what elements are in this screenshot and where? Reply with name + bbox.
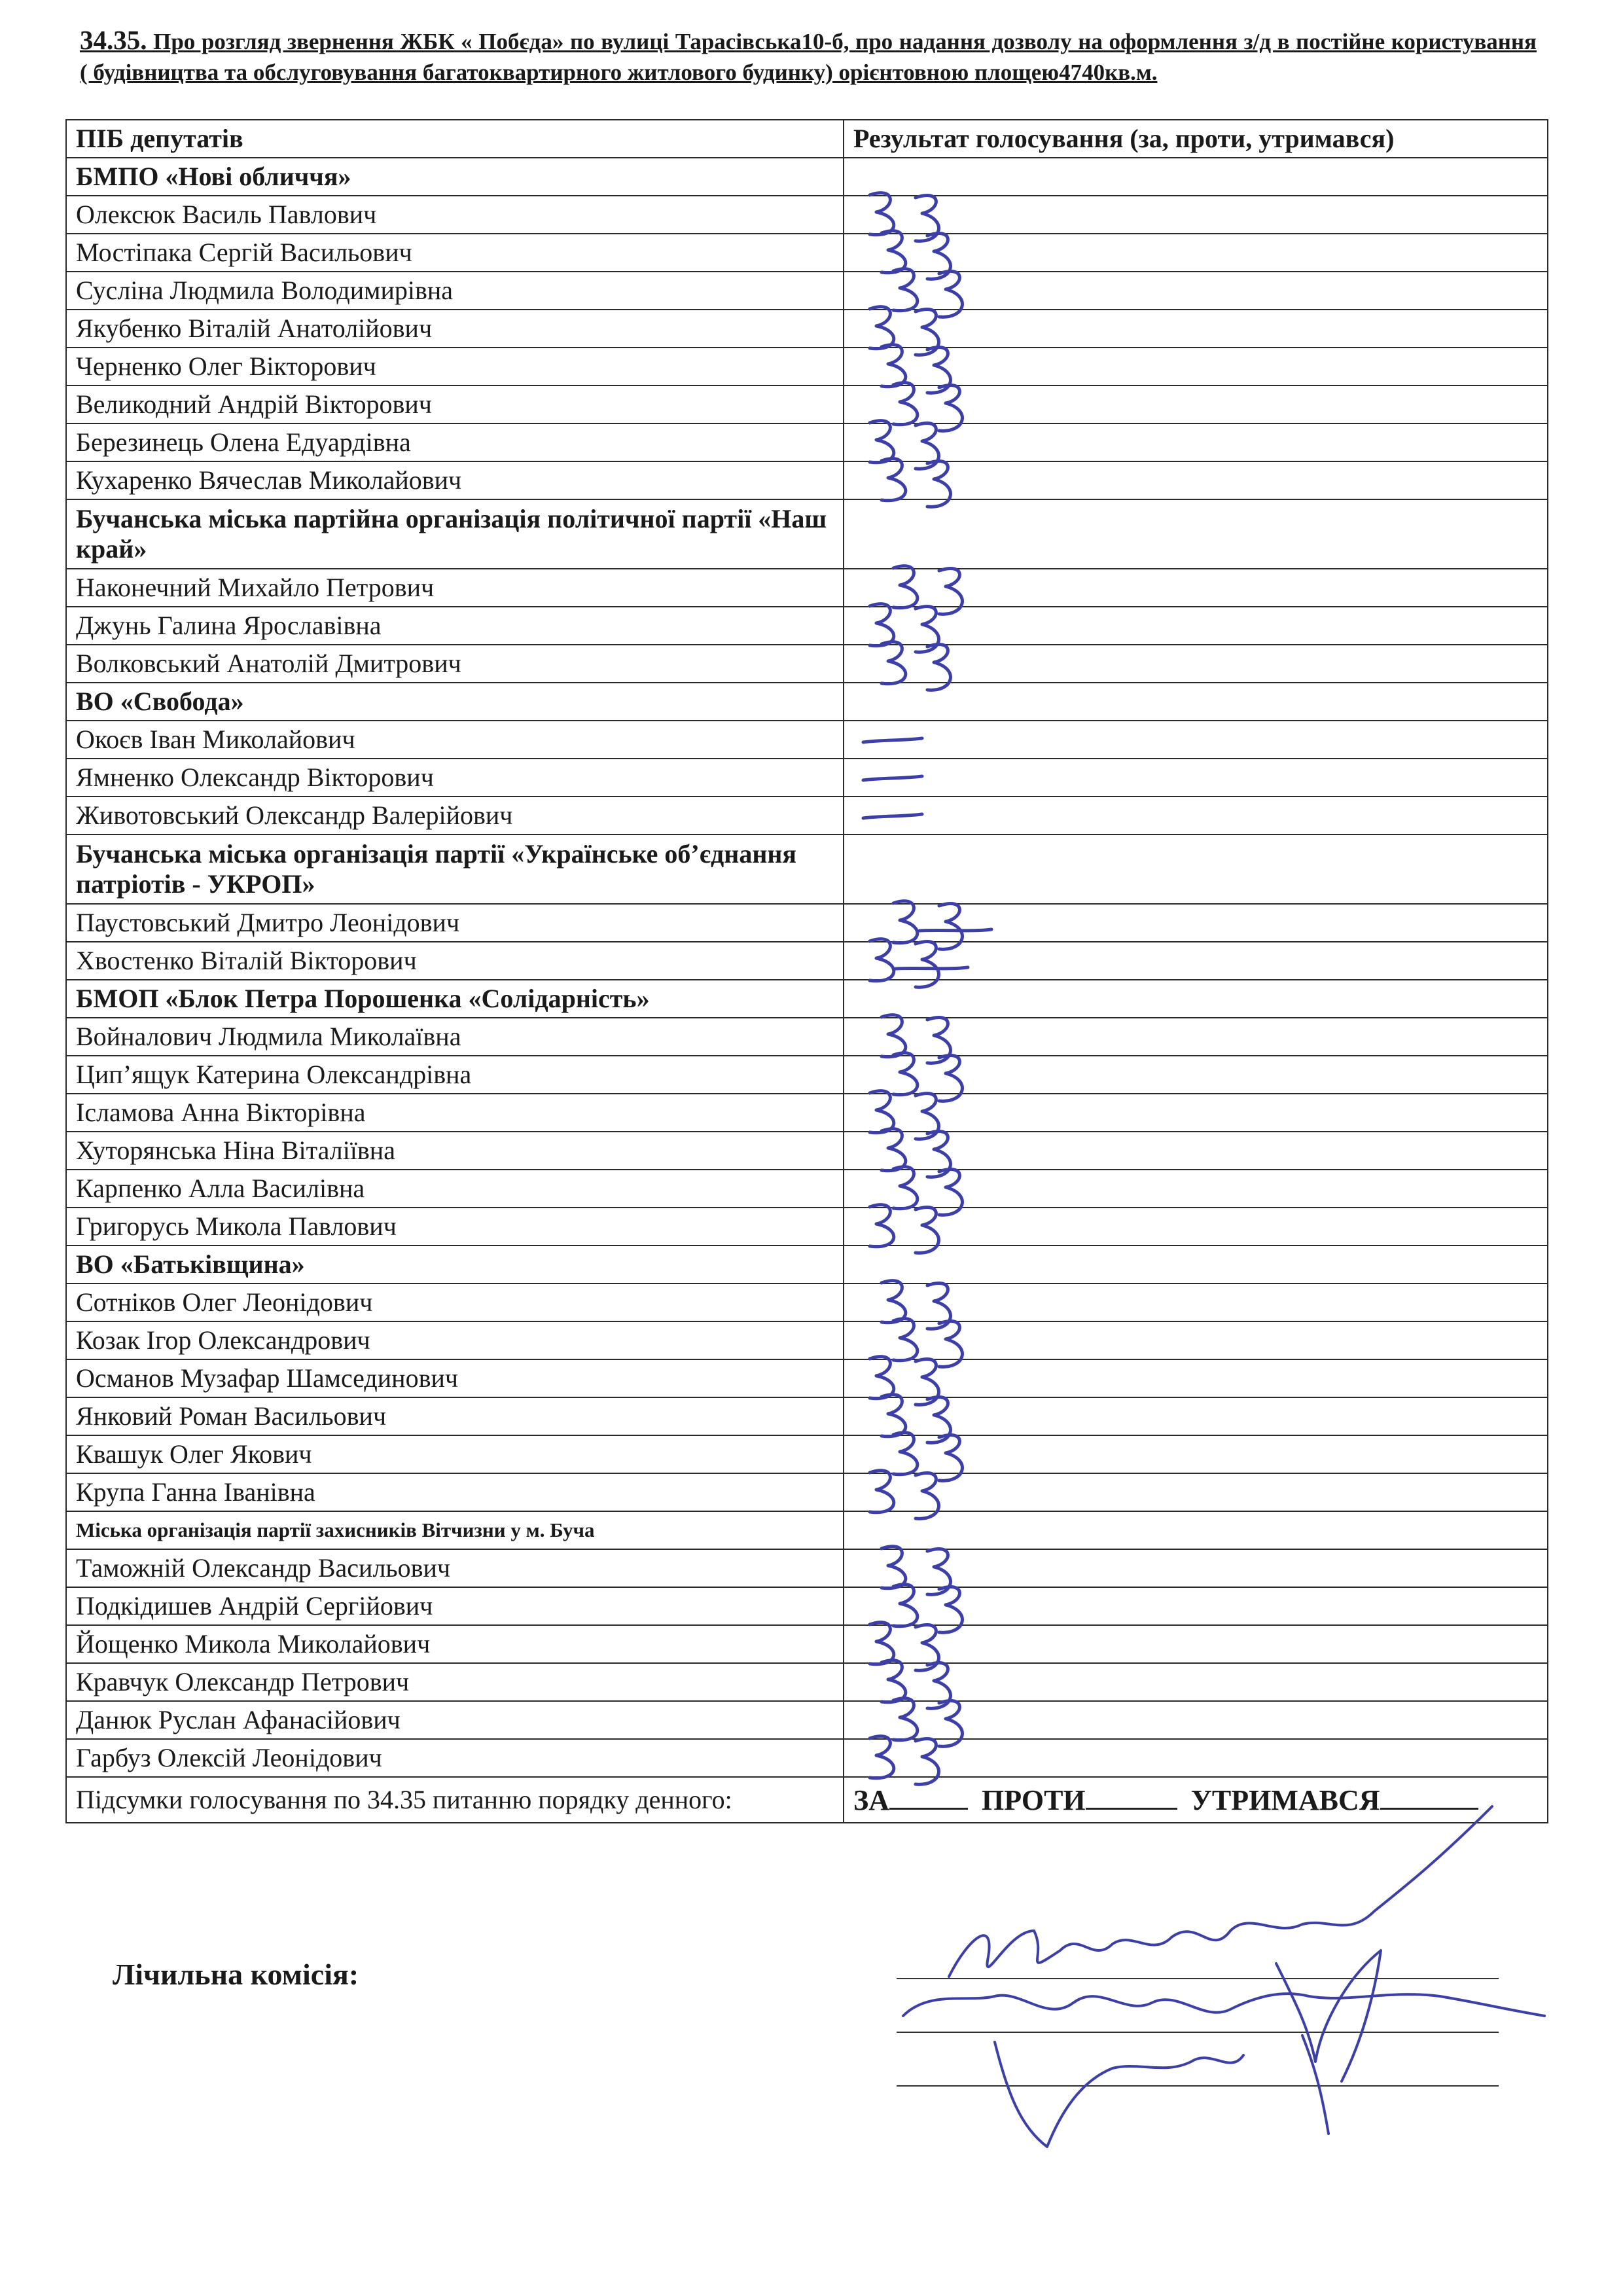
za-blank — [889, 1808, 968, 1810]
voting-table — [65, 119, 1548, 1823]
vote-cell — [844, 942, 1548, 980]
deputy-name: Козак Ігор Олександрович — [66, 1321, 844, 1359]
vote-cell — [844, 797, 1548, 834]
utrymavsia-label: УТРИМАВСЯ — [1190, 1784, 1380, 1816]
vote-cell — [844, 1435, 1548, 1473]
deputy-name: Волковський Анатолій Дмитрович — [66, 645, 844, 683]
vote-cell — [844, 196, 1548, 234]
group-title: Бучанська міська партійна організація політичної партії «Наш край» — [66, 499, 844, 569]
vote-cell — [844, 1359, 1548, 1397]
group-title: Бучанська міська організація партії «Українське об’єднання патріотів - УКРОП» — [66, 834, 844, 904]
deputy-name: Кухаренко Вячеслав Миколайович — [66, 461, 844, 499]
deputy-name: Животовський Олександр Валерійович — [66, 797, 844, 834]
proty-blank — [1086, 1808, 1177, 1810]
deputy-name: Джунь Галина Ярославівна — [66, 607, 844, 645]
counting-commission-label: Лічильна комісія: — [113, 1958, 359, 1991]
deputy-name: Олексюк Василь Павлович — [66, 196, 844, 234]
result-column-header: Результат голосування (за, проти, утримався) — [844, 120, 1548, 158]
group-title: БМПО «Нові обличчя» — [66, 158, 844, 196]
table-row — [66, 461, 1548, 499]
vote-cell — [844, 607, 1548, 645]
deputy-name: Григорусь Микола Павлович — [66, 1208, 844, 1246]
vote-cell — [844, 1587, 1548, 1625]
deputy-name: Хвостенко Віталій Вікторович — [66, 942, 844, 980]
group-title: БМОП «Блок Петра Порошенка «Солідарність» — [66, 980, 844, 1018]
summary-row — [66, 1777, 1548, 1823]
table-row — [66, 1359, 1548, 1397]
deputy-name: Подкідишев Андрій Сергійович — [66, 1587, 844, 1625]
deputy-name: Сотніков Олег Леонідович — [66, 1283, 844, 1321]
vote-cell — [844, 348, 1548, 386]
deputy-name: Таможній Олександр Васильович — [66, 1549, 844, 1587]
document-heading — [80, 25, 1537, 88]
table-row — [66, 423, 1548, 461]
vote-cell — [844, 1283, 1548, 1321]
group-row — [66, 1511, 1548, 1549]
table-row — [66, 386, 1548, 423]
deputy-name: Войналович Людмила Миколаївна — [66, 1018, 844, 1056]
table-row — [66, 272, 1548, 310]
vote-cell — [844, 1170, 1548, 1208]
deputy-name: Березинець Олена Едуардівна — [66, 423, 844, 461]
deputy-name: Мостіпака Сергій Васильович — [66, 234, 844, 272]
table-row — [66, 234, 1548, 272]
vote-cell — [844, 1132, 1548, 1170]
table-row — [66, 1663, 1548, 1701]
table-row — [66, 1018, 1548, 1056]
table-row — [66, 1549, 1548, 1587]
deputy-name: Ісламова Анна Вікторівна — [66, 1094, 844, 1132]
summary-tally — [844, 1777, 1548, 1823]
table-row — [66, 607, 1548, 645]
table-row — [66, 942, 1548, 980]
vote-cell — [844, 1094, 1548, 1132]
group-row — [66, 683, 1548, 721]
vote-cell — [844, 1056, 1548, 1094]
vote-cell — [844, 904, 1548, 942]
group-row — [66, 1246, 1548, 1283]
vote-cell — [844, 234, 1548, 272]
deputy-name: Наконечний Михайло Петрович — [66, 569, 844, 607]
group-title: Міська організація партії захисників Вітчизни у м. Буча — [66, 1511, 844, 1549]
table-row — [66, 1132, 1548, 1170]
vote-cell — [844, 1321, 1548, 1359]
names-column-header: ПІБ депутатів — [66, 120, 844, 158]
table-row — [66, 1625, 1548, 1663]
vote-cell — [844, 1549, 1548, 1587]
table-row — [66, 1094, 1548, 1132]
vote-cell — [844, 1663, 1548, 1701]
table-row — [66, 797, 1548, 834]
signatures — [903, 1806, 1544, 2147]
table-row — [66, 645, 1548, 683]
deputy-name: Кравчук Олександр Петрович — [66, 1663, 844, 1701]
vote-cell — [844, 272, 1548, 310]
item-number: 34.35. — [80, 25, 147, 55]
table-row — [66, 569, 1548, 607]
deputy-name: Янковий Роман Васильович — [66, 1397, 844, 1435]
deputy-name: Хуторянська Ніна Віталіївна — [66, 1132, 844, 1170]
group-row — [66, 834, 1548, 904]
table-row — [66, 1739, 1548, 1777]
proty-label: ПРОТИ — [982, 1784, 1086, 1816]
vote-cell — [844, 1473, 1548, 1511]
deputy-name: Гарбуз Олексій Леонідович — [66, 1739, 844, 1777]
vote-cell — [844, 759, 1548, 797]
vote-cell — [844, 386, 1548, 423]
deputy-name: Якубенко Віталій Анатолійович — [66, 310, 844, 348]
deputy-name: Крупа Ганна Іванівна — [66, 1473, 844, 1511]
table-header-row — [66, 120, 1548, 158]
table-row — [66, 348, 1548, 386]
table-row — [66, 1701, 1548, 1739]
table-row — [66, 310, 1548, 348]
utrymavsia-blank — [1380, 1808, 1478, 1810]
za-label: ЗА — [853, 1784, 889, 1816]
vote-cell — [844, 461, 1548, 499]
vote-cell — [844, 1208, 1548, 1246]
group-row — [66, 158, 1548, 196]
deputy-name: Карпенко Алла Василівна — [66, 1170, 844, 1208]
group-row — [66, 499, 1548, 569]
table-row — [66, 1321, 1548, 1359]
signature-line — [897, 2085, 1499, 2087]
table-row — [66, 1056, 1548, 1094]
table-row — [66, 1283, 1548, 1321]
table-row — [66, 1473, 1548, 1511]
group-title: ВО «Свобода» — [66, 683, 844, 721]
deputy-name: Сусліна Людмила Володимирівна — [66, 272, 844, 310]
item-title: Про розгляд звернення ЖБК « Побєда» по вулиці Тарасівська10-б, про надання дозволу на оформлення з/д в постійне користування ( будівництва та обслуговування багатоквартирного житлового будинку) орієнтовною площею4740кв.м. — [80, 29, 1537, 85]
table-row — [66, 1435, 1548, 1473]
deputy-name: Данюк Руслан Афанасійович — [66, 1701, 844, 1739]
deputy-name: Йощенко Микола Миколайович — [66, 1625, 844, 1663]
vote-cell — [844, 1397, 1548, 1435]
vote-cell — [844, 1625, 1548, 1663]
deputy-name: Ямненко Олександр Вікторович — [66, 759, 844, 797]
group-title: ВО «Батьківщина» — [66, 1246, 844, 1283]
table-row — [66, 721, 1548, 759]
vote-cell — [844, 645, 1548, 683]
deputy-name: Черненко Олег Вікторович — [66, 348, 844, 386]
deputy-name: Великодний Андрій Вікторович — [66, 386, 844, 423]
table-row — [66, 904, 1548, 942]
table-row — [66, 759, 1548, 797]
table-row — [66, 196, 1548, 234]
table-row — [66, 1397, 1548, 1435]
vote-cell — [844, 310, 1548, 348]
vote-cell — [844, 1701, 1548, 1739]
deputy-name: Окоєв Іван Миколайович — [66, 721, 844, 759]
summary-label: Підсумки голосування по 34.35 питанню порядку денного: — [66, 1777, 844, 1823]
group-row — [66, 980, 1548, 1018]
vote-cell — [844, 569, 1548, 607]
vote-cell — [844, 423, 1548, 461]
table-row — [66, 1170, 1548, 1208]
table-row — [66, 1208, 1548, 1246]
vote-cell — [844, 1739, 1548, 1777]
signature-line — [897, 1978, 1499, 1979]
table-row — [66, 1587, 1548, 1625]
vote-cell — [844, 721, 1548, 759]
deputy-name: Квашук Олег Якович — [66, 1435, 844, 1473]
deputy-name: Османов Музафар Шамсединович — [66, 1359, 844, 1397]
deputy-name: Цип’ящук Катерина Олександрівна — [66, 1056, 844, 1094]
vote-cell — [844, 1018, 1548, 1056]
signature-line — [897, 2032, 1499, 2033]
deputy-name: Паустовський Дмитро Леонідович — [66, 904, 844, 942]
